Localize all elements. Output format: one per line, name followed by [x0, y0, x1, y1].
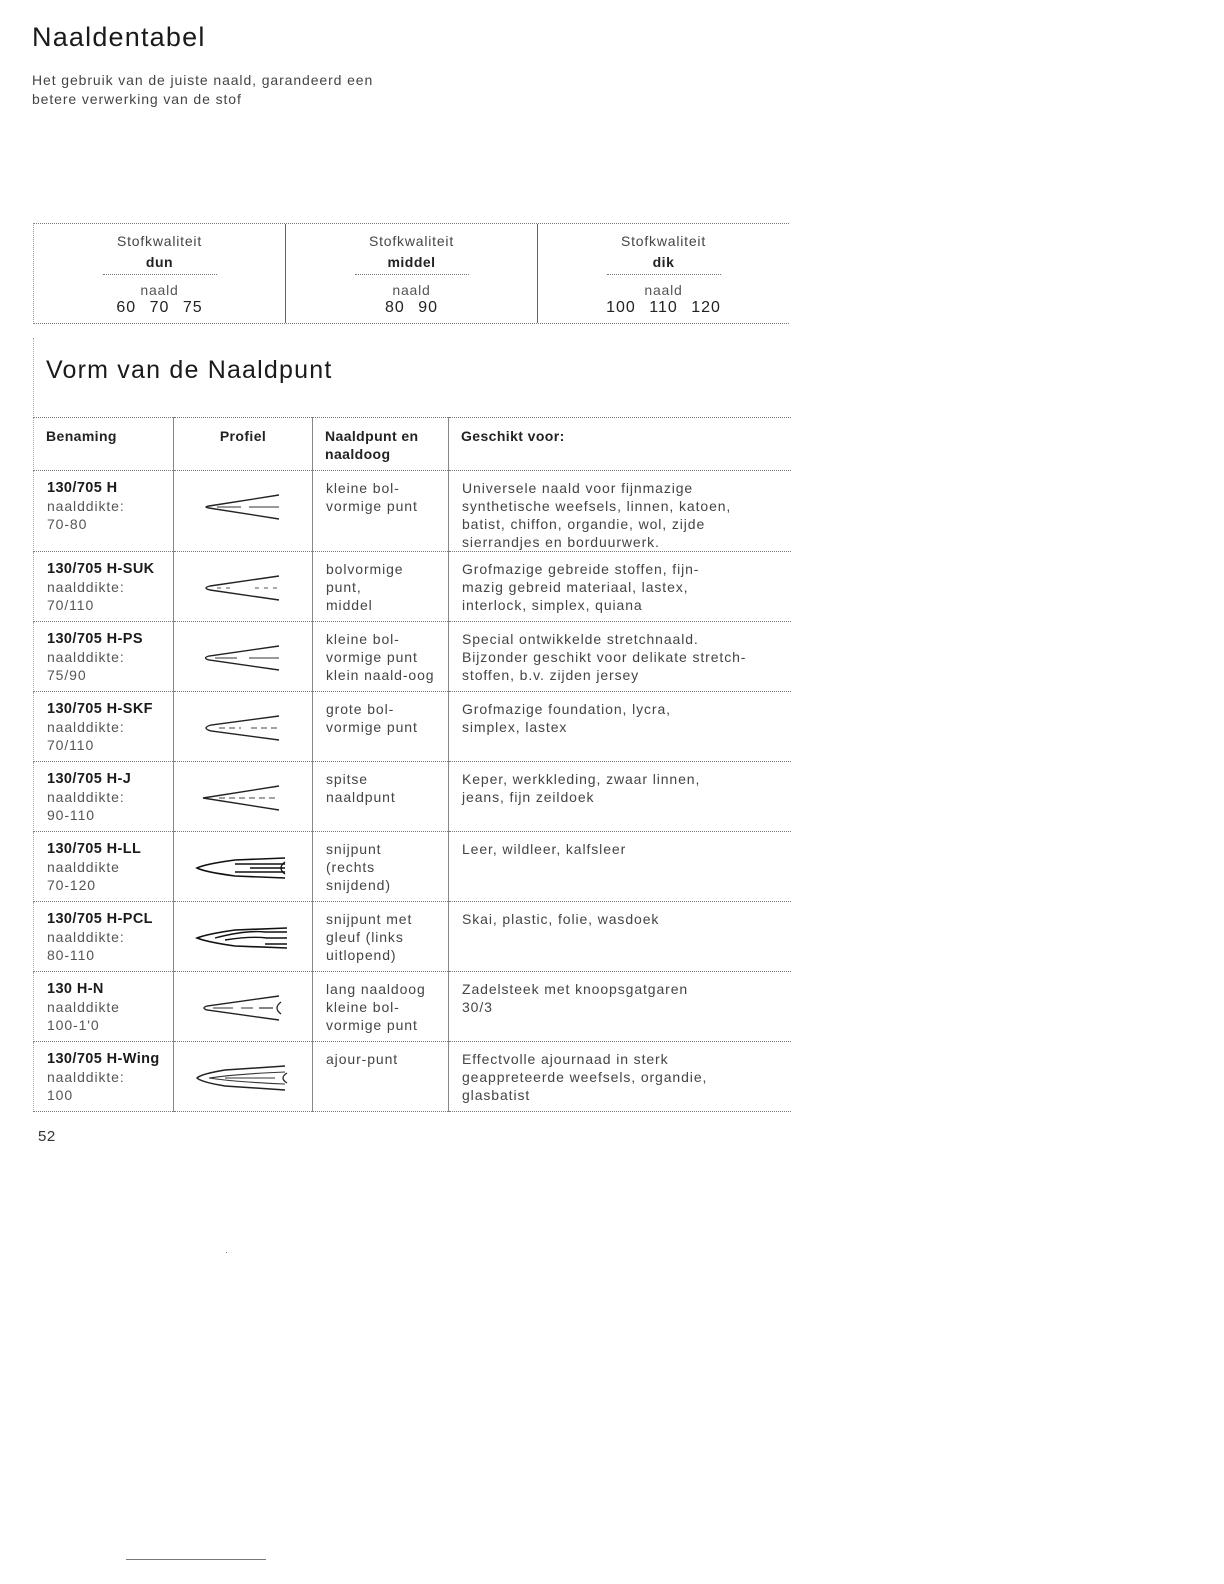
needle-point-line: snijpunt [326, 841, 382, 857]
needle-code: 130/705 H-J [47, 771, 132, 787]
cell-benaming [34, 972, 174, 1042]
header-geschikt: Geschikt voor: [449, 418, 791, 471]
needle-code: 130/705 H [47, 480, 118, 496]
needle-code: 130/705 H-PS [47, 631, 143, 647]
cell-profiel [174, 552, 313, 622]
cell-profiel [174, 1042, 313, 1112]
needle-code: 130/705 H-SKF [47, 701, 153, 717]
needle-point-line: kleine bol- [326, 480, 400, 496]
cell-naaldpunt [313, 622, 449, 692]
cell-benaming [34, 762, 174, 832]
needle-thickness-value: 80-110 [47, 947, 95, 963]
quality-label: Stofkwaliteit [116, 233, 203, 249]
cell-naaldpunt [313, 832, 449, 902]
use-line: Keper, werkkleding, zwaar linnen, [462, 771, 701, 787]
cell-profiel [174, 972, 313, 1042]
needle-point-line: kleine bol- [326, 631, 400, 647]
cell-benaming [34, 622, 174, 692]
needle-sizes: 100 110 120 [606, 299, 721, 316]
needle-sizes: 60 70 75 [116, 299, 203, 316]
cell-naaldpunt [313, 762, 449, 832]
cell-naaldpunt [313, 471, 449, 552]
cell-benaming [34, 552, 174, 622]
needle-point-line: punt, [326, 579, 362, 595]
use-line: stoffen, b.v. zijden jersey [462, 667, 640, 683]
needle-point-line: (rechts [326, 859, 376, 875]
needle-point-table [33, 417, 791, 1112]
needle-point-line: vormige punt [326, 498, 418, 514]
cell-naaldpunt [313, 692, 449, 762]
margin-divider [33, 338, 34, 418]
table-row [34, 972, 791, 1042]
needle-point-line: kleine bol- [326, 999, 400, 1015]
needle-thickness-value: 100 [47, 1087, 74, 1103]
needle-point-line: lang naaldoog [326, 981, 426, 997]
table-header-row [34, 418, 791, 471]
long-eye-icon [195, 990, 291, 1026]
needle-thickness-value: 90-110 [47, 807, 95, 823]
header-profiel: Profiel [174, 418, 313, 471]
cell-profiel [174, 471, 313, 552]
use-line: 30/3 [462, 999, 493, 1015]
cell-geschikt [449, 692, 791, 762]
use-line: Leer, wildleer, kalfsleer [462, 841, 627, 857]
quality-value: middel [355, 254, 469, 275]
ball-point-small-icon [195, 489, 291, 525]
needle-sizes: 80 90 [384, 299, 439, 316]
cutting-point-right-icon [195, 850, 291, 886]
needle-thickness-value: 70-80 [47, 516, 88, 532]
quality-value: dun [103, 254, 217, 275]
intro-text [32, 71, 452, 109]
use-line: Skai, plastic, folie, wasdoek [462, 911, 660, 927]
needle-thickness-label: naalddikte: [47, 498, 125, 514]
cell-profiel [174, 902, 313, 972]
needle-thickness-label: naalddikte: [47, 649, 125, 665]
header-naaldpunt: Naaldpunt en naaldoog [313, 418, 449, 471]
use-line: Effectvolle ajournaad in sterk [462, 1051, 669, 1067]
table-row [34, 832, 791, 902]
page-title: Naaldentabel [32, 22, 206, 52]
needle-point-line: vormige punt [326, 649, 418, 665]
needle-code: 130 H-N [47, 981, 104, 997]
needle-point-line: grote bol- [326, 701, 395, 717]
needle-code: 130/705 H-LL [47, 841, 142, 857]
needle-label: naald [140, 282, 179, 298]
needle-thickness-value: 70-120 [47, 877, 96, 893]
cell-geschikt [449, 972, 791, 1042]
needle-point-line: snijpunt met [326, 911, 413, 927]
use-line: interlock, simplex, quiana [462, 597, 643, 613]
ball-point-medium-icon [195, 570, 291, 606]
sharp-point-icon [195, 780, 291, 816]
needle-thickness-value: 70/110 [47, 597, 95, 613]
use-line: simplex, lastex [462, 719, 568, 735]
needle-thickness-value: 75/90 [47, 667, 87, 683]
cell-profiel [174, 622, 313, 692]
needle-point-line: spitse [326, 771, 368, 787]
quality-label: Stofkwaliteit [368, 233, 455, 249]
table-row [34, 692, 791, 762]
quality-column-middel [286, 224, 538, 323]
needle-thickness-label: naalddikte: [47, 579, 125, 595]
table-row [34, 1042, 791, 1112]
table-row [34, 471, 791, 552]
cell-naaldpunt [313, 552, 449, 622]
cell-naaldpunt [313, 972, 449, 1042]
cell-profiel [174, 832, 313, 902]
use-line: Bijzonder geschikt voor delikate stretch- [462, 649, 747, 665]
use-line: sierrandjes en borduurwerk. [462, 534, 660, 550]
quality-column-dun [34, 224, 286, 323]
needle-point-line: middel [326, 597, 373, 613]
table-row [34, 552, 791, 622]
needle-label: naald [392, 282, 431, 298]
cell-geschikt [449, 471, 791, 552]
cell-profiel [174, 762, 313, 832]
cell-geschikt [449, 552, 791, 622]
needle-point-line: gleuf (links [326, 929, 404, 945]
needle-point-line: vormige punt [326, 1017, 418, 1033]
cell-naaldpunt [313, 902, 449, 972]
cell-benaming [34, 1042, 174, 1112]
table-row [34, 762, 791, 832]
footer-line [126, 1559, 266, 1560]
needle-thickness-value: 70/110 [47, 737, 95, 753]
needle-code: 130/705 H-SUK [47, 561, 155, 577]
needle-point-line: bolvormige [326, 561, 404, 577]
section-title: Vorm van de Naaldpunt [46, 356, 333, 384]
page-number: 52 [38, 1128, 56, 1145]
needle-thickness-label: naalddikte: [47, 789, 125, 805]
use-line: Grofmazige foundation, lycra, [462, 701, 671, 717]
cell-benaming [34, 471, 174, 552]
stretch-point-icon [195, 640, 291, 676]
intro-line-1: Het gebruik van de juiste naald, garandeerd een [32, 72, 374, 88]
needle-point-line: vormige punt [326, 719, 418, 735]
intro-line-2: betere verwerking van de stof [32, 91, 242, 107]
use-line: Special ontwikkelde stretchnaald. [462, 631, 699, 647]
ball-point-large-icon [195, 710, 291, 746]
quality-column-dik [538, 224, 789, 323]
cell-geschikt [449, 622, 791, 692]
use-line: batist, chiffon, organdie, wol, zijde [462, 516, 706, 532]
needle-point-line: uitlopend) [326, 947, 397, 963]
use-line: Grofmazige gebreide stoffen, fijn- [462, 561, 700, 577]
use-line: jeans, fijn zeildoek [462, 789, 595, 805]
wing-point-icon [195, 1060, 291, 1096]
cutting-point-groove-icon [195, 920, 291, 956]
needle-thickness-label: naalddikte: [47, 1069, 125, 1085]
use-line: geappreteerde weefsels, organdie, [462, 1069, 708, 1085]
cell-benaming [34, 902, 174, 972]
table-row [34, 622, 791, 692]
needle-point-line: ajour-punt [326, 1051, 399, 1067]
needle-thickness-label: naalddikte: [47, 719, 125, 735]
use-line: Universele naald voor fijnmazige [462, 480, 694, 496]
needle-label: naald [644, 282, 683, 298]
needle-code: 130/705 H-Wing [47, 1051, 160, 1067]
cell-benaming [34, 832, 174, 902]
use-line: glasbatist [462, 1087, 531, 1103]
cell-geschikt [449, 1042, 791, 1112]
needle-point-line: naaldpunt [326, 789, 396, 805]
cell-profiel [174, 692, 313, 762]
use-line: Zadelsteek met knoopsgatgaren [462, 981, 689, 997]
cell-benaming [34, 692, 174, 762]
cell-geschikt [449, 762, 791, 832]
needle-code: 130/705 H-PCL [47, 911, 153, 927]
header-benaming: Benaming [34, 418, 174, 471]
cell-naaldpunt [313, 1042, 449, 1112]
quality-label: Stofkwaliteit [620, 233, 707, 249]
cell-geschikt [449, 832, 791, 902]
fabric-quality-table [33, 223, 789, 324]
needle-thickness-label: naalddikte: [47, 929, 125, 945]
needle-thickness-label: naalddikte [47, 859, 120, 875]
needle-point-line: snijdend) [326, 877, 391, 893]
scan-speck [226, 1252, 227, 1253]
needle-thickness-value: 100-1'0 [47, 1017, 100, 1033]
needle-thickness-label: naalddikte [47, 999, 120, 1015]
table-row [34, 902, 791, 972]
needle-point-line: klein naald-oog [326, 667, 435, 683]
use-line: synthetische weefsels, linnen, katoen, [462, 498, 732, 514]
quality-value: dik [607, 254, 721, 275]
use-line: mazig gebreid materiaal, lastex, [462, 579, 689, 595]
cell-geschikt [449, 902, 791, 972]
